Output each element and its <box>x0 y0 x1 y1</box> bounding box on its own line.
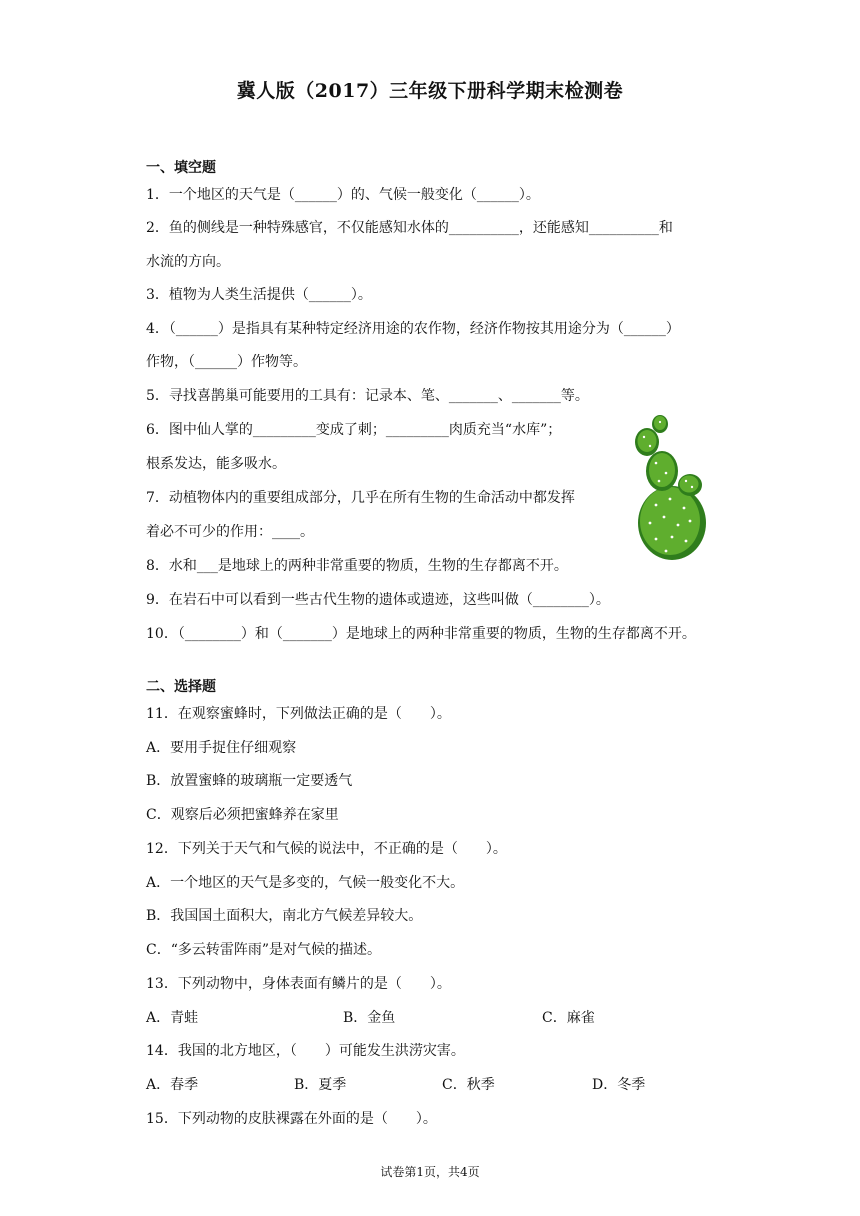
question-11: 11．在观察蜜蜂时，下列做法正确的是（ ）。 <box>146 706 451 722</box>
question-9: 9．在岩石中可以看到一些古代生物的遗体或遗迹，这些叫做（________）。 <box>146 592 610 608</box>
question-8: 8．水和___是地球上的两种非常重要的物质，生物的生存都离不开。 <box>146 558 568 574</box>
question-6-line-2: 根系发达，能多吸水。 <box>146 456 286 472</box>
question-2-line-1: 2．鱼的侧线是一种特殊感官，不仅能感知水体的__________，还能感知__________和 <box>146 220 673 236</box>
section-heading-fill-blank: 一、填空题 <box>146 160 216 176</box>
question-1: 1．一个地区的天气是（______）的、气候一般变化（______）。 <box>146 187 540 203</box>
question-13-option-c: C．麻雀 <box>542 1010 595 1026</box>
question-13-option-b: B．金鱼 <box>343 1010 396 1026</box>
question-14-option-b: B．夏季 <box>294 1077 347 1093</box>
page-footer: 试卷第1页，共4页 <box>380 1165 480 1179</box>
question-4-line-1: 4．（______）是指具有某种特定经济用途的农作物，经济作物按其用途分为（______） <box>146 321 680 337</box>
page-title: 冀人版（2017）三年级下册科学期末检测卷 <box>236 80 624 102</box>
question-11-option-c: C．观察后必须把蜜蜂养在家里 <box>146 807 339 823</box>
question-12-option-c: C．“多云转雷阵雨”是对气候的描述。 <box>146 942 382 958</box>
question-5: 5．寻找喜鹊巢可能要用的工具有：记录本、笔、_______、_______等。 <box>146 388 589 404</box>
question-3: 3．植物为人类生活提供（______）。 <box>146 287 372 303</box>
question-13-option-a: A．青蛙 <box>146 1010 199 1026</box>
question-11-option-b: B．放置蜜蜂的玻璃瓶一定要透气 <box>146 773 353 789</box>
question-15: 15．下列动物的皮肤裸露在外面的是（ ）。 <box>146 1111 437 1127</box>
question-10: 10．（________）和（_______）是地球上的两种非常重要的物质，生物的生存都离不开。 <box>146 626 696 642</box>
question-6-line-1: 6．图中仙人掌的_________变成了刺；_________肉质充当“水库”； <box>146 422 562 438</box>
question-7-line-2: 着必不可少的作用：____。 <box>146 524 314 540</box>
question-13: 13．下列动物中，身体表面有鳞片的是（ ）。 <box>146 976 451 992</box>
question-11-option-a: A．要用手捉住仔细观察 <box>146 740 297 756</box>
question-14: 14．我国的北方地区，（ ）可能发生洪涝灾害。 <box>146 1043 465 1059</box>
question-4-line-2: 作物，（______）作物等。 <box>146 354 307 370</box>
question-14-option-c: C．秋季 <box>442 1077 495 1093</box>
section-heading-multiple-choice: 二、选择题 <box>146 679 216 695</box>
question-12-option-b: B．我国国土面积大，南北方气候差异较大。 <box>146 908 423 924</box>
question-2-line-2: 水流的方向。 <box>146 254 230 270</box>
question-14-option-a: A．春季 <box>146 1077 199 1093</box>
cactus-illustration <box>626 413 708 561</box>
question-14-option-d: D．冬季 <box>592 1077 646 1093</box>
question-12-option-a: A．一个地区的天气是多变的，气候一般变化不大。 <box>146 875 465 891</box>
question-12: 12．下列关于天气和气候的说法中，不正确的是（ ）。 <box>146 841 507 857</box>
question-7-line-1: 7．动植物体内的重要组成部分，几乎在所有生物的生命活动中都发挥 <box>146 490 575 506</box>
cactus-pads <box>635 415 706 560</box>
